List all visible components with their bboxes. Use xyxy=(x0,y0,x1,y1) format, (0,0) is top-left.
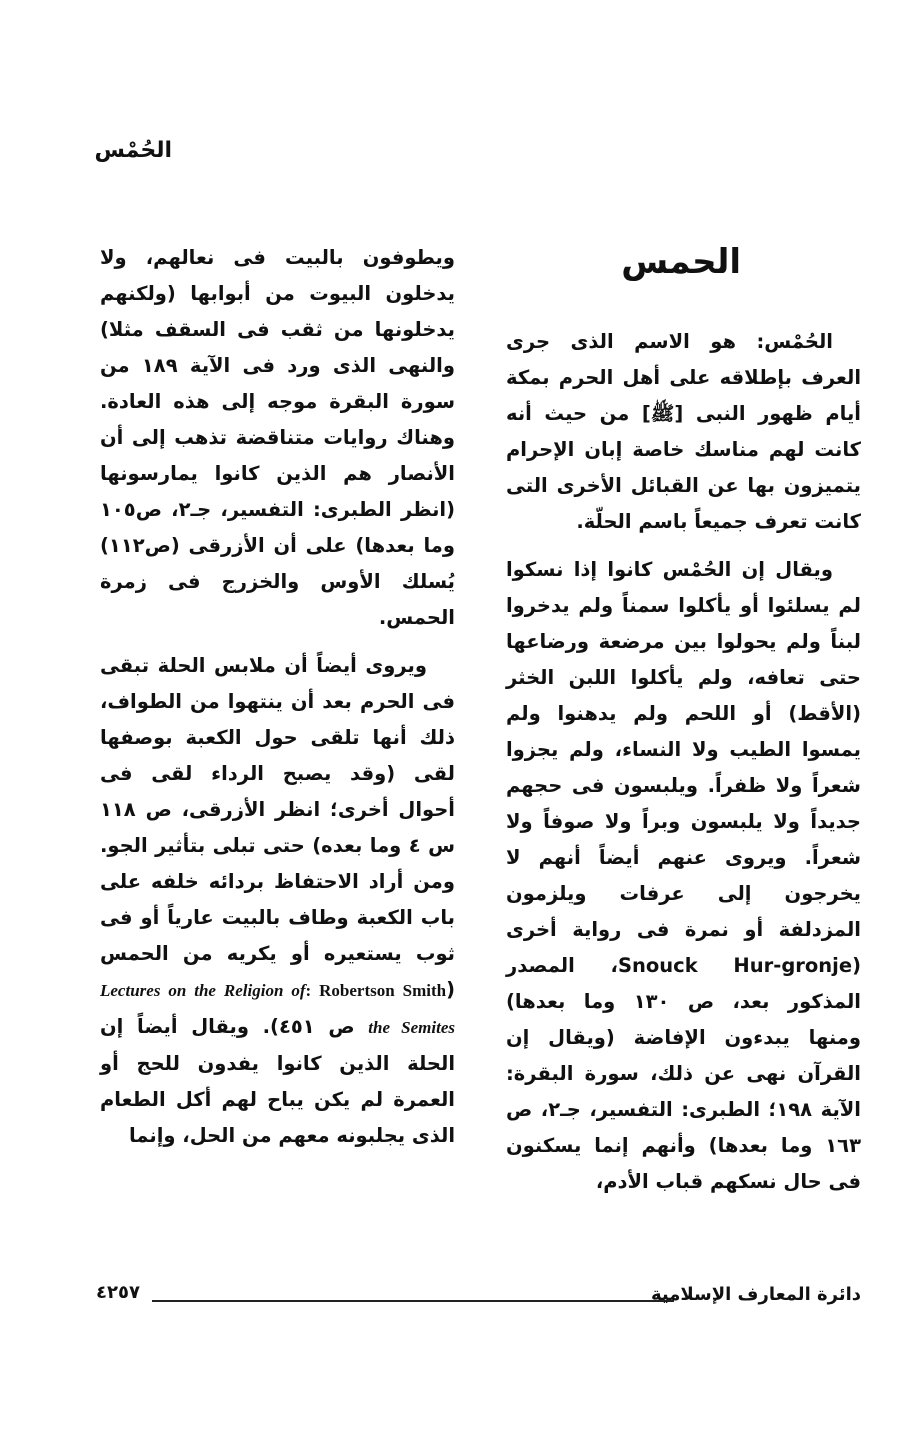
publication-title: دائرة المعارف الإسلامية xyxy=(650,1284,861,1305)
paragraph: الحُمْس: هو الاسم الذى جرى العرف بإطلاقه على أهل الحرم بمكة أيام ظهور النبى [ﷺ] من حيث أنه كانت لهم مناسك خاصة إبان الإحرام يتميزون بها عن القبائل الأخرى التى كانت تعرف جميعاً باسم الحلّة. xyxy=(506,330,861,533)
left-column xyxy=(100,240,455,1166)
paragraph: ويقال إن الحُمْس كانوا إذا نسكوا لم يسلئوا أو يأكلوا سمناً ولم يدخروا لبناً ولم يحولوا بين مرضعة ورضاعها حتى تعافه، ولم يأكلوا اللبن الخثر (الأقط) أو اللحم ولم يدهنوا ولم يمسوا الطيب ولا النساء، ولم يجزوا شعراً ولا ظفراً. ويلبسون فى حجهم جديداً ولا يلبسون وبراً ولا صوفاً ولا شعراً. ويروى عنهم أيضاً أنهم لا يخرجون إلى عرفات ويلزمون المزدلفة أو نمرة فى رواية أخرى (Snouck Hur-gronje، المصدر المذكور بعد، ص ١٣٠ وما بعدها) ومنها يبدءون الإفاضة (ويقال إن القرآن نهى عن ذلك، سورة البقرة: الآية ١٩٨؛ الطبرى: التفسير، جـ٢، ص ١٦٣ وما بعدها) وأنهم إنما يسكنون فى حال نسكهم قباب الأدم، xyxy=(506,558,862,1193)
paragraph-text: ص ٤٥١). ويقال أيضاً إن الحلة الذين كانوا يفدون للحج أو العمرة لم يكن يباح لهم أكل الطعام الذى يجلبونه معهم من الحل، وإنما xyxy=(100,1015,455,1147)
paragraph: ويطوفون بالبيت فى نعالهم، ولا يدخلون البيوت من أبوابها (ولكنهم يدخلونها من ثقب فى السقف مثلا) والنهى الذى ورد فى الآية ١٨٩ من سورة البقرة موجه إلى هذه العادة. وهناك روايات متناقضة تذهب إلى أن الأنصار هم الذين كانوا يمارسونها (انظر الطبرى: التفسير، جـ٢، ص١٠٥ وما بعدها) على أن الأزرقى (ص١١٢) يُسلك الأوس والخزرج فى زمرة الحمس. xyxy=(100,246,455,629)
running-head: الحُمْس xyxy=(94,138,172,163)
citation-separator: : xyxy=(305,981,320,1000)
paragraph-text: ويروى أيضاً أن ملابس الحلة تبقى فى الحرم بعد أن ينتهوا من الطواف، ذلك أنها تلقى حول الكعبة بوصفها لقى (وقد يصبح الرداء لقى فى أحوال أخرى؛ انظر الأزرقى، ص ١١٨ س ٤ وما بعده) حتى تبلى بتأثير الجو. ومن أراد الاحتفاظ بردائه خلفه على باب الكعبة وطاف بالبيت عارياً أو فى ثوب يستعيره أو يكريه من الحمس ( xyxy=(100,654,456,1001)
citation-author: Robertson Smith xyxy=(319,981,447,1000)
footer-rule xyxy=(152,1300,674,1302)
citation-title: Lectures on the Religion of the Semites xyxy=(100,981,455,1037)
article-title: الحمس xyxy=(621,242,741,282)
right-column xyxy=(506,240,861,1212)
paragraph xyxy=(100,648,455,1154)
page-number: ٤٢٥٧ xyxy=(96,1282,140,1303)
